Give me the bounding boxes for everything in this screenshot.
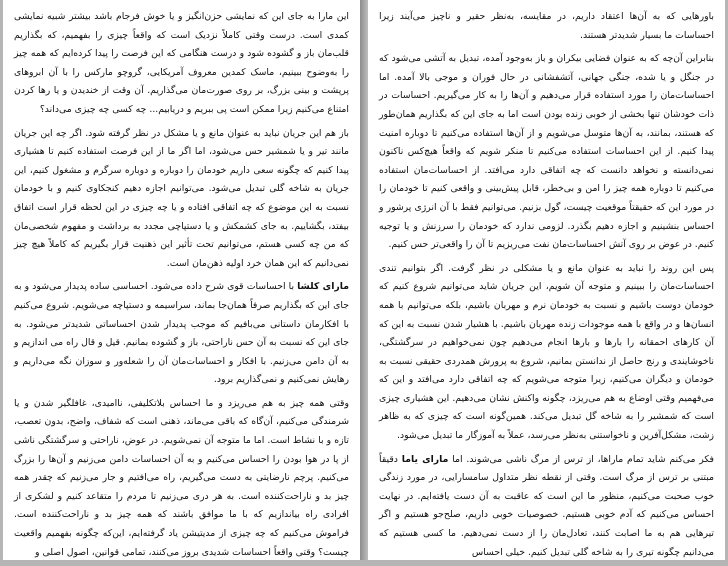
page-gutter (360, 0, 368, 560)
right-paragraph-4 (379, 451, 714, 560)
right-paragraph-1: باورهایی که به آن‌ها اعتقاد داریم، در مقایسه، به‌نظر حقیر و ناچیز می‌آیند زیرا احساسات ما بسیار شدیدتر هستند. (379, 11, 714, 41)
left-paragraph-3 (14, 278, 349, 390)
right-paragraph-4-text-a: فکر می‌کنم شاید تمام ماراها، از ترس از مرگ ناشی می‌شوند. اما (448, 453, 714, 465)
left-paragraph-3-text: با احساسات قوی شرح داده می‌شود. احساسی ساده پدیدار می‌شود و به جای این که بگذاریم صرفاً همان‌جا بماند، سراسیمه و دستپاچه می‌شویم. شروع می‌کنیم با افکارمان داستانی می‌بافیم که موجب پدیدار شدن احساساتی شدیدتر می‌شود. به جای این که نسبت به آن حس ناراحتی، باز و گشوده بمانیم. قیل و قال راه می اندازیم و به آن دامن می‌زنیم. با افکار و احساسات‌مان آن را شعله‌ور و سوزان نگه می‌داریم و رهایش نمی‌کنیم و نمی‌گذاریم برود. (14, 281, 349, 386)
left-paragraph-4: وقتی همه چیز به هم می‌ریزد و ما احساس بلاتکلیفی، ناامیدی، غافلگیر شدن و یا شرمندگی می‌کنیم، آن‌گاه که باقی می‌ماند، ذهنی است که شفاف، واضح، بدون تعصب، تازه و با نشاط است. اما ما متوجه آن نمی‌شویم. در عوض، ناراحتی و سرگشتگی ناشی از پا در هوا بودن را احساس می‌کنیم و به آن احساسات دامن می‌زنیم و آن‌ها را بزرگ می‌کنیم. پرچم نارضایتی به دست می‌گیریم، راه می‌افتیم و جار می‌زنیم که چقدر همه چیز بد و ناراحت‌کننده است. به هر دری می‌زنیم تا مردم را متقاعد کنیم و لشکری از افرادی راه بیاندازیم که با ما موافق باشند که همه چیز بد و ناراحت‌کننده است. فراموش می‌کنیم که چه چیزی از مدیتیشن یاد گرفته‌ایم، این‌که چگونه بفهمیم واقعیت چیست؟ وقتی واقعاً احساسات شدیدی بروز می‌کنند، تمامی قوانین، اصول اصلی و (14, 397, 349, 558)
right-paragraph-3: پس این روند را نباید به عنوان مانع و یا مشکلی در نظر گرفت. اگر بتوانیم تندی احساسات‌مان را ببینیم و متوجه آن شویم، این جریان شاید می‌توانیم شروع کنیم که خودمان دوست باشیم و نسبت به خودمان نرم و مهربان باشیم، بلکه می‌توانیم با همه انسان‌ها و در واقع با همه موجودات زنده مهربان باشیم. با هشیار شدن نسبت به این که آن کارهای احمقانه را بارها و بارها انجام می‌دهیم چون نمی‌خواهیم در سرگشتگی، ناخوشایندی و رنج حاصل از ندانستن بمانیم، شروع به پرورش همدردی حقیقی نسبت به خودمان و دیگران می‌کنیم، زیرا متوجه می‌شویم که چه اتفاقی دارد می‌افتد و این که می‌فهمیم وقتی اوضاع به هم می‌ریزد، چگونه واکنش نشان می‌دهیم. این هشیاری چیزی است که شمشیر را به شاخه گل تبدیل می‌کند. همین‌گونه است که چیزی که به ظاهر زشت، مشکل‌آفرین و ناخواستنی به‌نظر می‌رسد، عملاً به آموزگار ما تبدیل می‌شود. (379, 262, 714, 442)
right-paragraph-2: بنابراین آن‌چه که به عنوان فضایی بیکران و باز به‌وجود آمده، تبدیل به آتشی می‌شود که در جنگل و یا شده، جنگی جهانی، آتشفشانی در حال فوران و موجی بالا آمده. اما احساسات‌مان را مورد استفاده قرار می‌دهیم و آن‌ها را به کار می‌گیریم. احساسات در ذات خودشان تنها بخشی از خوبی زنده بودن است اما به جای این که بگذاریم همان‌طور که هستند، بمانند، به آن‌ها متوسل می‌شویم و از آن‌ها استفاده می‌کنیم تا دوباره امنیت پیدا کنیم. از این احساسات استفاده می‌کنیم تا منکر شویم که واقعاً هیچ‌کس ناکنون نمی‌دانسته و نخواهد دانست که چه اتفاقی دارد می‌افتد. از احساسات‌مان استفاده می‌کنیم تا دوباره همه چیز را امن و بی‌خطر، قابل پیش‌بینی و واقعی کنیم تا خودمان را در مورد این که حقیقتاً موقعیت چیست، گول بزنیم. می‌توانیم فقط با آن انرژی پرشور و احساس بنشینیم و اجازه دهیم بگذرد. لزومی ندارد که خودمان را سرزنش و یا توجیه کنیم. در عوض بر روی آتش احساسات‌مان نفت می‌ریزیم تا آن را واقعی‌تر حس کنیم. (379, 53, 714, 251)
term-mara-klesha: مارای کلشا (297, 281, 349, 293)
right-page (368, 0, 725, 560)
left-paragraph-1: این مارا به جای این که نمایشی حزن‌انگیز و یا خوش فرجام باشد بیشتر شبیه نمایشی کمدی است. درست وقتی کاملاً نزدیک است که واقعاً چیزی را بفهمیم، که بگذاریم قلب‌مان باز و گشوده شود و درست هنگامی که این فرصت را پیدا کرده‌ایم که همه چیز را به‌وضوح ببینیم، ماسک کمدین معروف آمریکایی، گروچو مارکس را با آن ابروهای پرپشت و بینی بزرگ، بر روی صورت‌مان می‌گذاریم. آن وقت از خندیدن و یا رها کردن امتناع می‌کنیم زیرا ممکن است پی ببریم و دریابیم... چه کسی چه چیزی می‌داند؟ (14, 11, 349, 115)
right-paragraph-4-text-b: دقیقاً مبتنی بر ترس از مرگ است. وقتی از نقطه نظر متداول سامسارایی، در مورد زندگی خوب صحبت می‌کنیم، منظور ما این است که عاقبت به آن دست یافته‌ایم. در نهایت احساس می‌کنیم که آدم خوبی هستیم. خصوصیات خوبی داریم، صلح‌جو هستیم و اگر تیرهایی هم به ما اصابت کنند، تعادل‌مان را از دست نمی‌دهیم. ما کسی هستیم که می‌دانیم چگونه تیری را به شاخه گلی تبدیل کنیم. خیلی احساس (379, 453, 714, 558)
left-page (3, 0, 360, 560)
term-mara-yama: مارای یاما (401, 453, 449, 465)
left-paragraph-2: باز هم این جریان نباید به عنوان مانع و یا مشکل در نظر گرفته شود. اگر چه این جریان مانند تیر و یا شمشیر حس می‌شود، اما اگر ما از این فرصت استفاده کنیم تا هشیاری پیدا کنیم که چگونه سعی داریم خودمان را دوباره و دوباره سرگرم و مشغول کنیم، این جریان به شاخه گلی تبدیل می‌شود. می‌توانیم اجازه دهیم کنجکاوی کنیم و با خودمان نسبت به این موضوع که چه اتفاقی افتاده و یا چه چیزی در این لحظه قرار است اتفاق بیفتد، بگشاییم. به جای کشمکش و یا دستپاچی مجدد به برداشت و مفهوم شخصی‌مان که من چه کسی هستم، می‌توانیم تحت تأثیر این ذهنیت قرار بگیریم که کاملاً هیچ چیز نمی‌دانیم که این همان خرد اولیه ذهن‌مان است. (14, 127, 349, 269)
